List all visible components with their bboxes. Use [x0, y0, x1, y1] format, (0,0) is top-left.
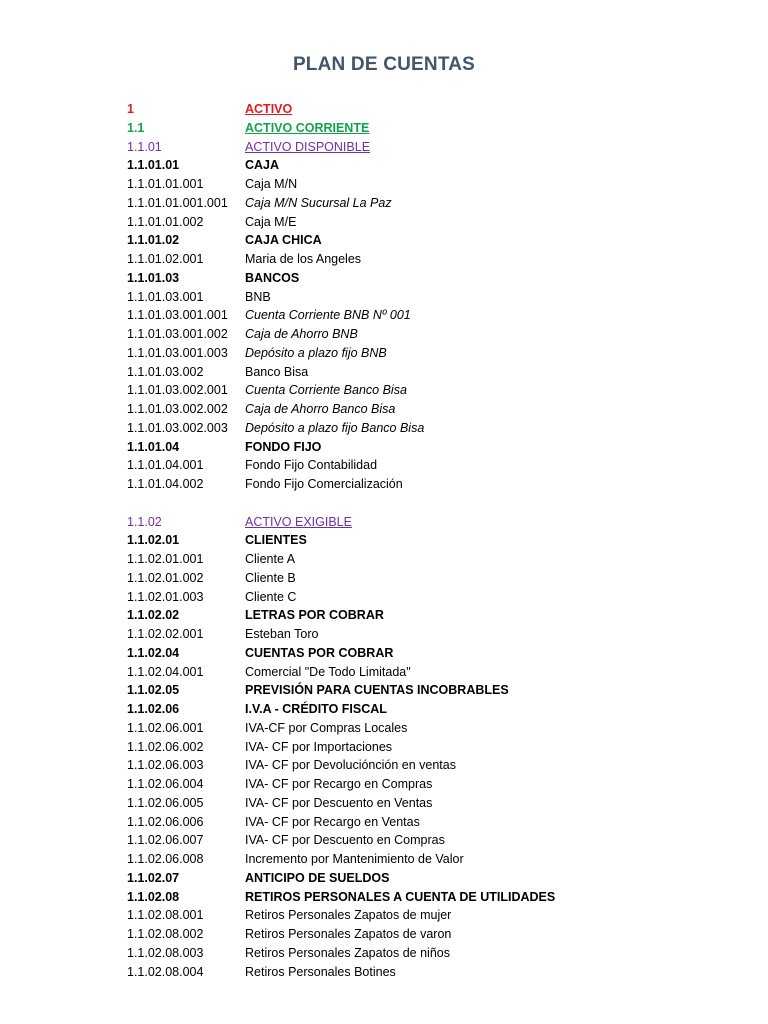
account-row	[127, 588, 555, 607]
account-name: PREVISIÓN PARA CUENTAS INCOBRABLES	[245, 683, 509, 698]
account-name: Banco Bisa	[245, 364, 309, 379]
account-code: 1.1.01	[127, 139, 162, 154]
account-row	[127, 119, 555, 138]
account-name: Cliente A	[245, 552, 296, 566]
account-name: Depósito a plazo fijo Banco Bisa	[245, 420, 425, 435]
account-name: IVA- CF por Recargo en Ventas	[245, 814, 420, 829]
account-code: 1.1.01.02.001	[127, 252, 204, 266]
account-name: Caja M/E	[245, 214, 297, 229]
account-row	[127, 438, 555, 457]
account-row	[127, 681, 555, 700]
account-code: 1.1.01.03.001.001	[127, 308, 228, 323]
account-row	[127, 700, 555, 719]
account-name: Caja de Ahorro Banco Bisa	[245, 402, 396, 416]
account-code: 1.1.01.03.001	[127, 289, 204, 304]
account-row	[127, 513, 555, 532]
account-code: 1.1.02.01.002	[127, 570, 204, 585]
account-name: ACTIVO DISPONIBLE	[245, 139, 371, 154]
account-row	[127, 756, 555, 775]
account-name: IVA- CF por Descuento en Compras	[245, 833, 445, 848]
account-code: 1.1.02.08.004	[127, 964, 204, 979]
account-name: IVA- CF por Importaciones	[245, 739, 393, 754]
account-code: 1.1.01.04	[127, 439, 180, 454]
account-row	[127, 325, 555, 344]
account-code: 1.1.01.04.001	[127, 458, 204, 473]
account-code: 1.1.02.08.002	[127, 927, 204, 941]
account-name: ACTIVO	[245, 102, 293, 116]
accounts-list	[127, 100, 555, 981]
account-name: Cliente B	[245, 570, 296, 585]
account-name: I.V.A - CRÉDITO FISCAL	[245, 702, 387, 716]
account-code: 1.1.02.06.003	[127, 758, 204, 773]
account-name: Maria de los Angeles	[245, 252, 362, 266]
account-row	[127, 531, 555, 550]
account-code: 1.1.02.06.005	[127, 795, 204, 810]
account-row	[127, 175, 555, 194]
account-row	[127, 288, 555, 307]
account-code: 1.1.01.03	[127, 270, 180, 285]
account-row	[127, 625, 555, 644]
account-name: CAJA	[245, 158, 280, 173]
account-name: RETIROS PERSONALES A CUENTA DE UTILIDADES	[245, 889, 556, 904]
account-row	[127, 794, 555, 813]
account-row	[127, 400, 555, 419]
account-name: Fondo Fijo Contabilidad	[245, 458, 378, 473]
account-row	[127, 775, 555, 794]
account-name: CAJA CHICA	[245, 233, 322, 248]
account-name: ACTIVO CORRIENTE	[245, 120, 370, 135]
account-code: 1.1.01.01.001.001	[127, 195, 228, 210]
account-row	[127, 888, 555, 907]
account-code: 1.1.02.04.001	[127, 664, 204, 679]
account-code: 1.1.02.07	[127, 870, 180, 885]
account-name: IVA- CF por Descuento en Ventas	[245, 795, 433, 810]
account-code: 1.1.02.02.001	[127, 627, 204, 641]
account-code: 1.1.01.01	[127, 158, 180, 173]
account-name: BANCOS	[245, 270, 300, 285]
account-name: CLIENTES	[245, 533, 307, 548]
account-row	[127, 850, 555, 869]
account-row	[127, 831, 555, 850]
account-code: 1.1.01.03.002	[127, 364, 204, 379]
account-row	[127, 644, 555, 663]
account-row	[127, 475, 555, 494]
account-code	[127, 494, 245, 513]
account-code: 1.1.02.06	[127, 702, 180, 716]
account-row	[127, 944, 555, 963]
account-code: 1.1.01.03.002.003	[127, 420, 228, 435]
account-row	[127, 213, 555, 232]
account-name: Retiros Personales Zapatos de mujer	[245, 908, 452, 923]
account-name: Cuenta Corriente Banco Bisa	[245, 383, 407, 398]
account-name: Incremento por Mantenimiento de Valor	[245, 852, 464, 866]
account-code: 1.1.02.06.006	[127, 814, 204, 829]
account-row	[127, 456, 555, 475]
account-row	[127, 569, 555, 588]
account-code: 1.1.01.03.002.001	[127, 383, 228, 398]
account-code: 1.1.02.08	[127, 889, 180, 904]
account-code: 1.1.02.06.008	[127, 852, 204, 866]
account-row	[127, 663, 555, 682]
account-row	[127, 550, 555, 569]
spacer-row	[127, 494, 555, 513]
account-code: 1.1.01.03.002.002	[127, 402, 228, 416]
account-row	[127, 306, 555, 325]
account-name: Retiros Personales Zapatos de niños	[245, 945, 450, 960]
account-code: 1.1.02.04	[127, 645, 180, 660]
account-row	[127, 925, 555, 944]
account-row	[127, 363, 555, 382]
account-code: 1.1.01.01.001	[127, 177, 204, 191]
account-name: Depósito a plazo fijo BNB	[245, 345, 387, 360]
account-code: 1.1.02.01.003	[127, 589, 204, 604]
account-name: ANTICIPO DE SUELDOS	[245, 870, 390, 885]
account-code: 1.1.02	[127, 514, 162, 529]
account-name: FONDO FIJO	[245, 439, 322, 454]
account-row	[127, 269, 555, 288]
account-code: 1.1.02.08.001	[127, 908, 204, 923]
account-name: Comercial "De Todo Limitada"	[245, 664, 411, 679]
account-row	[127, 231, 555, 250]
account-row	[127, 156, 555, 175]
account-row	[127, 138, 555, 157]
account-name: Caja M/N Sucursal La Paz	[245, 195, 392, 210]
account-row	[127, 194, 555, 213]
account-row	[127, 813, 555, 832]
account-code: 1.1.01.04.002	[127, 477, 204, 491]
account-name: Retiros Personales Zapatos de varon	[245, 927, 452, 941]
account-row	[127, 606, 555, 625]
account-name: Cliente C	[245, 589, 297, 604]
account-row	[127, 963, 555, 982]
account-row	[127, 869, 555, 888]
account-name: Caja de Ahorro BNB	[245, 327, 358, 341]
account-code: 1.1.02.08.003	[127, 945, 204, 960]
account-name: IVA- CF por Devoluciónción en ventas	[245, 758, 456, 773]
account-row	[127, 250, 555, 269]
account-code: 1.1.01.02	[127, 233, 180, 248]
account-row	[127, 381, 555, 400]
account-code: 1.1.02.01	[127, 533, 180, 548]
page-title: PLAN DE CUENTAS	[292, 54, 476, 75]
account-row	[127, 100, 555, 119]
account-row	[127, 738, 555, 757]
account-row	[127, 344, 555, 363]
account-code: 1.1.01.03.001.003	[127, 345, 228, 360]
account-row	[127, 419, 555, 438]
account-code: 1.1.02.06.001	[127, 720, 204, 735]
account-row	[127, 906, 555, 925]
account-name: IVA- CF por Recargo en Compras	[245, 777, 433, 791]
account-name: Caja M/N	[245, 177, 298, 191]
account-code: 1.1.02.06.004	[127, 777, 204, 791]
account-code: 1.1.02.06.007	[127, 833, 204, 848]
account-name: Fondo Fijo Comercialización	[245, 477, 403, 491]
account-code: 1.1	[127, 120, 145, 135]
account-code: 1.1.01.01.002	[127, 214, 204, 229]
account-name: LETRAS POR COBRAR	[245, 608, 384, 623]
account-name: Esteban Toro	[245, 627, 319, 641]
account-code: 1.1.02.06.002	[127, 739, 204, 754]
account-code: 1.1.02.01.001	[127, 552, 204, 566]
account-name: BNB	[245, 289, 271, 304]
account-name: IVA-CF por Compras Locales	[245, 720, 408, 735]
account-code: 1.1.02.02	[127, 608, 180, 623]
account-code: 1.1.01.03.001.002	[127, 327, 228, 341]
account-code: 1.1.02.05	[127, 683, 180, 698]
account-name: CUENTAS POR COBRAR	[245, 645, 394, 660]
account-code: 1	[127, 102, 134, 116]
account-name: ACTIVO EXIGIBLE	[245, 514, 352, 529]
account-row	[127, 719, 555, 738]
account-name: Retiros Personales Botines	[245, 964, 396, 979]
account-name: Cuenta Corriente BNB Nº 001	[245, 308, 411, 323]
